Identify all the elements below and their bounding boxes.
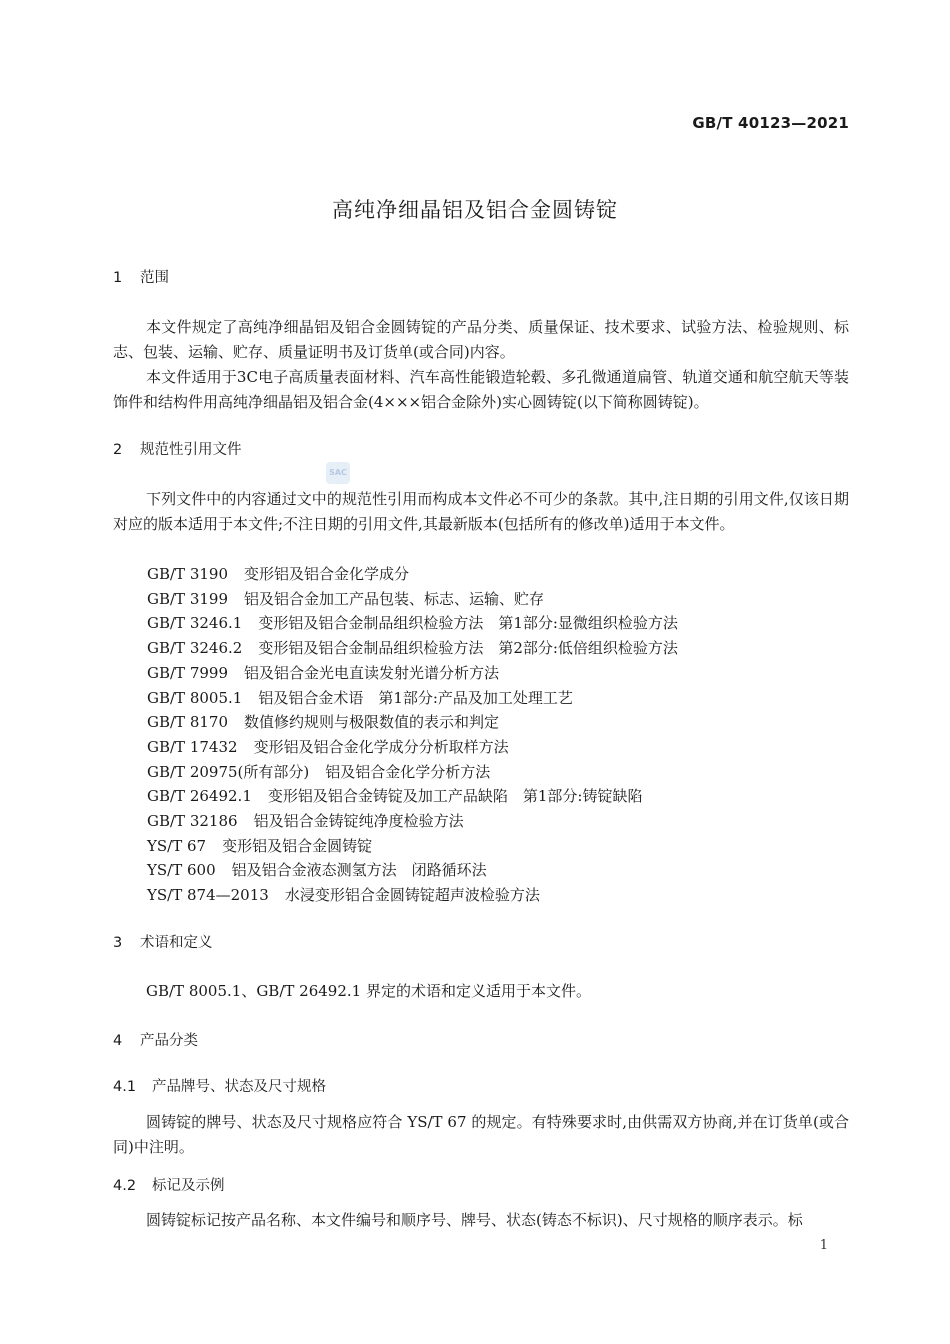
reference-code: GB/T 20975(所有部分): [147, 762, 310, 781]
reference-item: [147, 809, 464, 834]
subsection-number: 4.2: [113, 1178, 137, 1194]
subsection-title: 产品牌号、状态及尺寸规格: [152, 1079, 326, 1095]
reference-title: 变形铝及铝合金圆铸锭: [222, 836, 373, 855]
section-4-2-heading: [113, 1174, 225, 1195]
reference-code: YS/T 874—2013: [147, 886, 269, 905]
section-title: 范围: [140, 270, 169, 286]
reference-item: [147, 760, 490, 785]
reference-title: 铝及铝合金液态测氢方法 闭路循环法: [231, 861, 487, 880]
section-1-paragraph-1: 本文件规定了高纯净细晶铝及铝合金圆铸锭的产品分类、质量保证、技术要求、试验方法、检验规则、标志、包装、运输、贮存、质量证明书及订货单(或合同)内容。: [113, 318, 849, 361]
section-number: 4: [113, 1033, 123, 1049]
reference-title: 数值修约规则与极限数值的表示和判定: [244, 713, 500, 732]
reference-item: [147, 735, 509, 760]
reference-code: GB/T 32186: [147, 812, 238, 830]
section-4-heading: [113, 1029, 198, 1050]
sac-watermark-logo: SAC: [326, 462, 350, 484]
section-1-paragraph-2: 本文件适用于3C电子高质量表面材料、汽车高性能锻造轮毂、多孔微通道扁管、轨道交通和航空航天等装饰件和结构件用高纯净细晶铝及铝合金(4×××铝合金除外)实心圆铸锭(以下简称圆铸锭)。: [113, 368, 849, 411]
section-4-1-paragraph-1: 圆铸锭的牌号、状态及尺寸规格应符合 YS/T 67 的规定。有特殊要求时,由供需双方协商,并在订货单(或合同)中注明。: [113, 1113, 849, 1156]
standard-code: GB/T 40123—2021: [692, 114, 849, 132]
section-title: 产品分类: [140, 1033, 198, 1049]
reference-code: GB/T 8170: [147, 713, 229, 732]
section-title: 术语和定义: [140, 935, 213, 951]
reference-title: 水浸变形铝合金圆铸锭超声波检验方法: [284, 886, 540, 905]
reference-code: GB/T 3246.1: [147, 614, 243, 633]
section-3-heading: [113, 931, 213, 952]
reference-code: GB/T 7999: [147, 663, 229, 682]
section-3-paragraph-1: GB/T 8005.1、GB/T 26492.1 界定的术语和定义适用于本文件。: [146, 982, 591, 1000]
reference-title: 变形铝及铝合金铸锭及加工产品缺陷 第1部分:铸锭缺陷: [267, 787, 643, 806]
subsection-number: 4.1: [113, 1079, 137, 1095]
reference-item: [147, 611, 678, 636]
reference-item: [147, 858, 487, 883]
reference-code: GB/T 17432: [147, 737, 238, 756]
reference-item: [147, 784, 642, 809]
reference-item: [147, 587, 544, 612]
document-title: 高纯净细晶铝及铝合金圆铸锭: [332, 198, 618, 222]
section-number: 2: [113, 442, 123, 458]
reference-title: 变形铝及铝合金化学成分分析取样方法: [253, 737, 509, 756]
reference-code: GB/T 8005.1: [147, 688, 243, 707]
reference-title: 铝及铝合金术语 第1部分:产品及加工处理工艺: [258, 688, 573, 707]
reference-title: 铝及铝合金化学分析方法: [325, 762, 491, 781]
section-4-2-paragraph-1: 圆铸锭标记按产品名称、本文件编号和顺序号、牌号、状态(铸态不标识)、尺寸规格的顺序表示。标: [146, 1211, 803, 1229]
section-1-heading: [113, 266, 169, 287]
subsection-title: 标记及示例: [152, 1178, 225, 1194]
reference-item: [147, 636, 678, 661]
reference-item: [147, 710, 499, 735]
reference-title: 变形铝及铝合金制品组织检验方法 第2部分:低倍组织检验方法: [258, 639, 678, 658]
section-2-heading: [113, 438, 242, 459]
reference-code: GB/T 26492.1: [147, 787, 252, 806]
reference-item: [147, 562, 409, 587]
reference-title: 铝及铝合金加工产品包装、标志、运输、贮存: [244, 589, 545, 608]
section-2-paragraph-1: 下列文件中的内容通过文中的规范性引用而构成本文件必不可少的条款。其中,注日期的引用文件,仅该日期对应的版本适用于本文件;不注日期的引用文件,其最新版本(包括所有的修改单)适用于本文件。: [113, 490, 849, 533]
section-number: 3: [113, 935, 123, 951]
reference-code: YS/T 600: [147, 861, 216, 880]
reference-title: 变形铝及铝合金化学成分: [244, 565, 410, 583]
reference-item: [147, 686, 573, 711]
reference-code: YS/T 67: [147, 836, 207, 855]
reference-item: [147, 883, 540, 908]
reference-title: 铝及铝合金铸锭纯净度检验方法: [253, 812, 464, 830]
section-title: 规范性引用文件: [140, 442, 242, 458]
reference-code: GB/T 3246.2: [147, 639, 243, 658]
reference-item: [147, 661, 499, 686]
reference-title: 铝及铝合金光电直读发射光谱分析方法: [244, 663, 500, 682]
reference-code: GB/T 3190: [147, 565, 229, 583]
section-number: 1: [113, 270, 123, 286]
reference-code: GB/T 3199: [147, 589, 229, 608]
reference-title: 变形铝及铝合金制品组织检验方法 第1部分:显微组织检验方法: [258, 614, 678, 633]
page-number: 1: [819, 1238, 828, 1253]
reference-item: [147, 834, 372, 859]
section-4-1-heading: [113, 1075, 326, 1096]
